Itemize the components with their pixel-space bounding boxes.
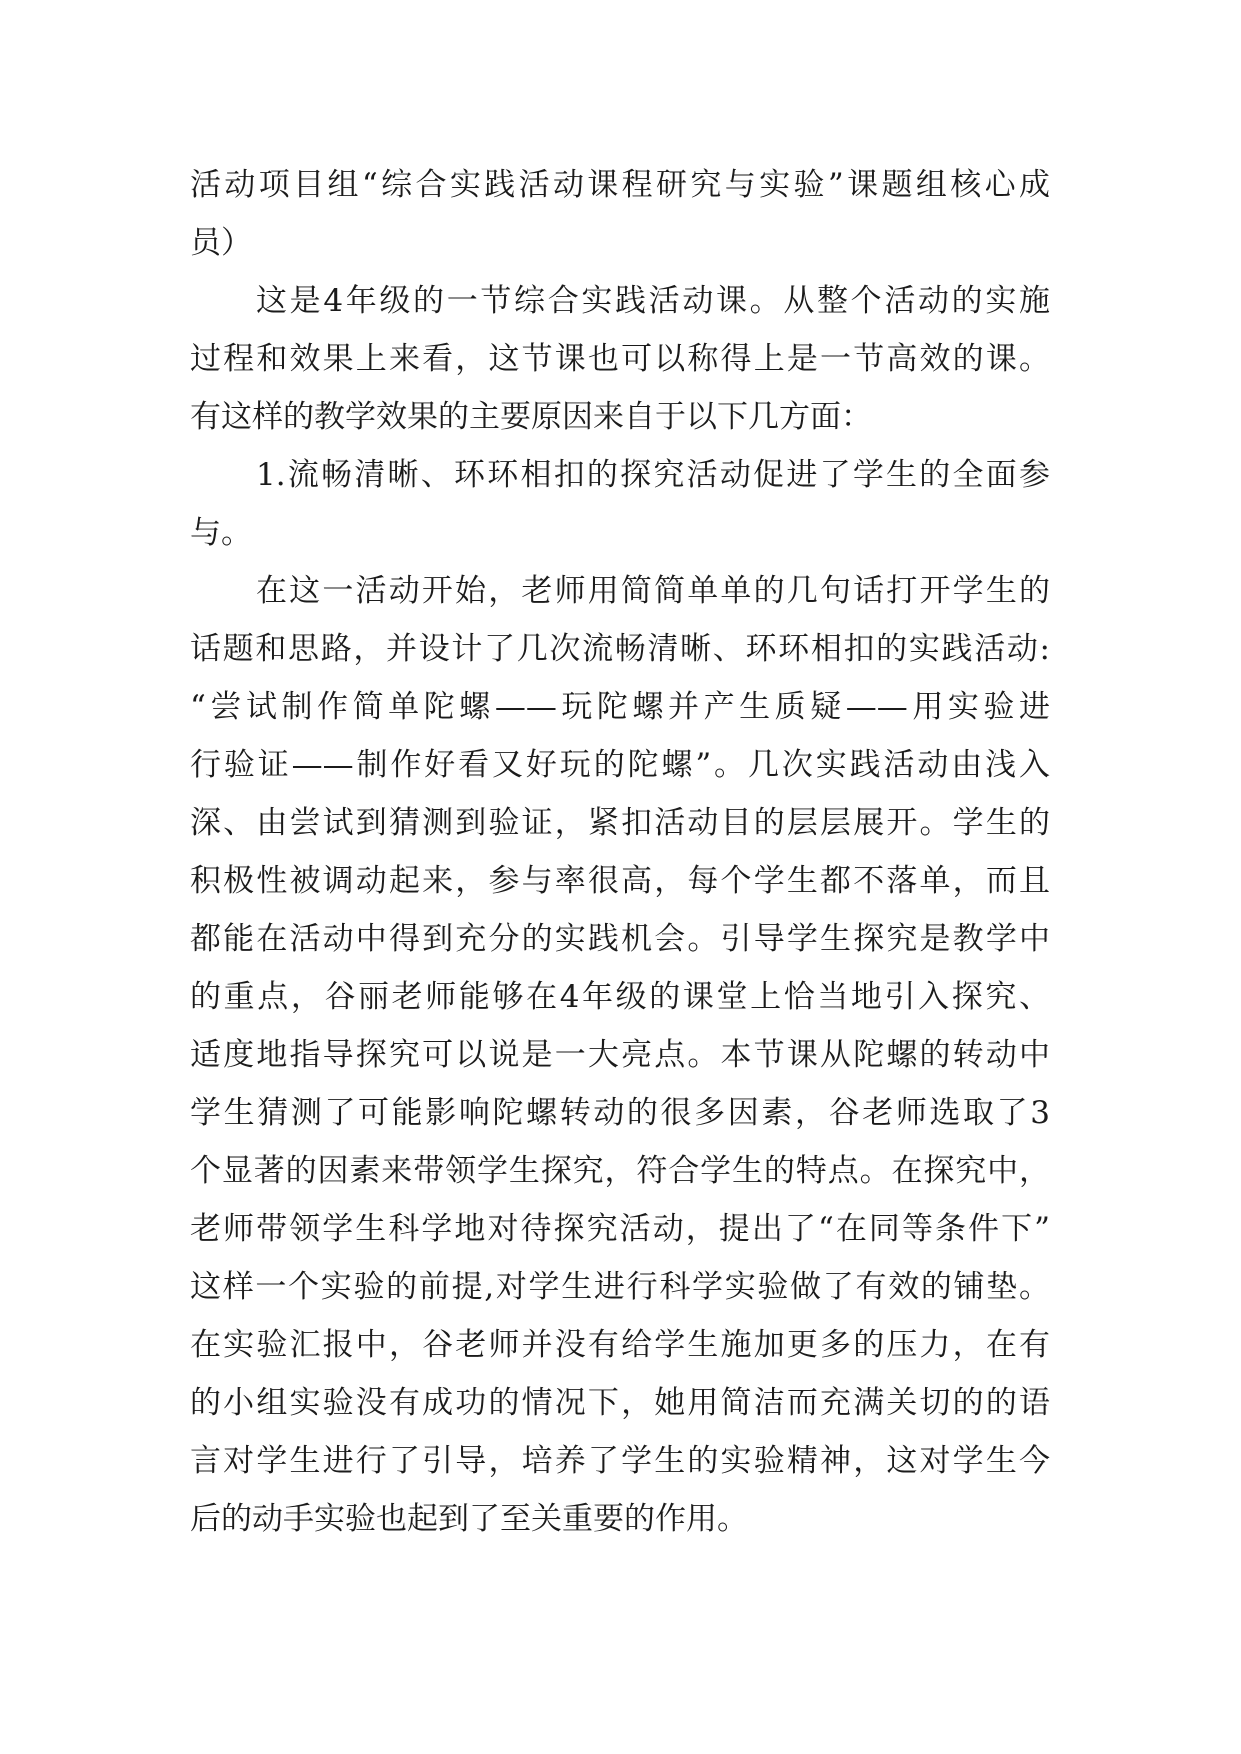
text-line: 话题和思路，并设计了几次流畅清晰、环环相扣的实践活动: <box>190 631 1050 667</box>
text-line: 言对学生进行了引导，培养了学生的实验精神，这对学生今 <box>190 1443 1050 1479</box>
text-line: 后的动手实验也起到了至关重要的作用。 <box>190 1501 748 1537</box>
text-line: 员） <box>190 225 252 261</box>
paragraph-first-line: 在这一活动开始，老师用简简单单的几句话打开学生的 <box>256 573 1050 609</box>
text-line: 积极性被调动起来，参与率很高，每个学生都不落单，而且 <box>190 863 1050 899</box>
text-line: 过程和效果上来看，这节课也可以称得上是一节高效的课。 <box>190 341 1050 377</box>
text-line: 活动项目组“综合实践活动课程研究与实验”课题组核心成 <box>190 167 1050 203</box>
text-line: 与。 <box>190 515 252 551</box>
text-line: 这样一个实验的前提,对学生进行科学实验做了有效的铺垫。 <box>190 1269 1050 1305</box>
text-line: 学生猜测了可能影响陀螺转动的很多因素，谷老师选取了3 <box>190 1095 1050 1131</box>
text-line: 行验证——制作好看又好玩的陀螺”。几次实践活动由浅入 <box>190 747 1050 783</box>
heading-line: 1.流畅清晰、环环相扣的探究活动促进了学生的全面参 <box>256 457 1050 493</box>
text-line: 有这样的教学效果的主要原因来自于以下几方面： <box>190 399 872 435</box>
text-line: “尝试制作简单陀螺——玩陀螺并产生质疑——用实验进 <box>190 689 1050 725</box>
text-line: 适度地指导探究可以说是一大亮点。本节课从陀螺的转动中 <box>190 1037 1050 1073</box>
text-line: 都能在活动中得到充分的实践机会。引导学生探究是教学中 <box>190 921 1050 957</box>
text-line: 个显著的因素来带领学生探究，符合学生的特点。在探究中， <box>190 1153 1050 1189</box>
text-line: 的重点，谷丽老师能够在4年级的课堂上恰当地引入探究、 <box>190 979 1050 1015</box>
text-line: 老师带领学生科学地对待探究活动，提出了“在同等条件下” <box>190 1211 1050 1247</box>
text-line: 在实验汇报中，谷老师并没有给学生施加更多的压力，在有 <box>190 1327 1050 1363</box>
paragraph-first-line: 这是4年级的一节综合实践活动课。从整个活动的实施 <box>256 283 1050 319</box>
text-line: 深、由尝试到猜测到验证，紧扣活动目的层层展开。学生的 <box>190 805 1050 841</box>
text-line: 的小组实验没有成功的情况下，她用简洁而充满关切的的语 <box>190 1385 1050 1421</box>
